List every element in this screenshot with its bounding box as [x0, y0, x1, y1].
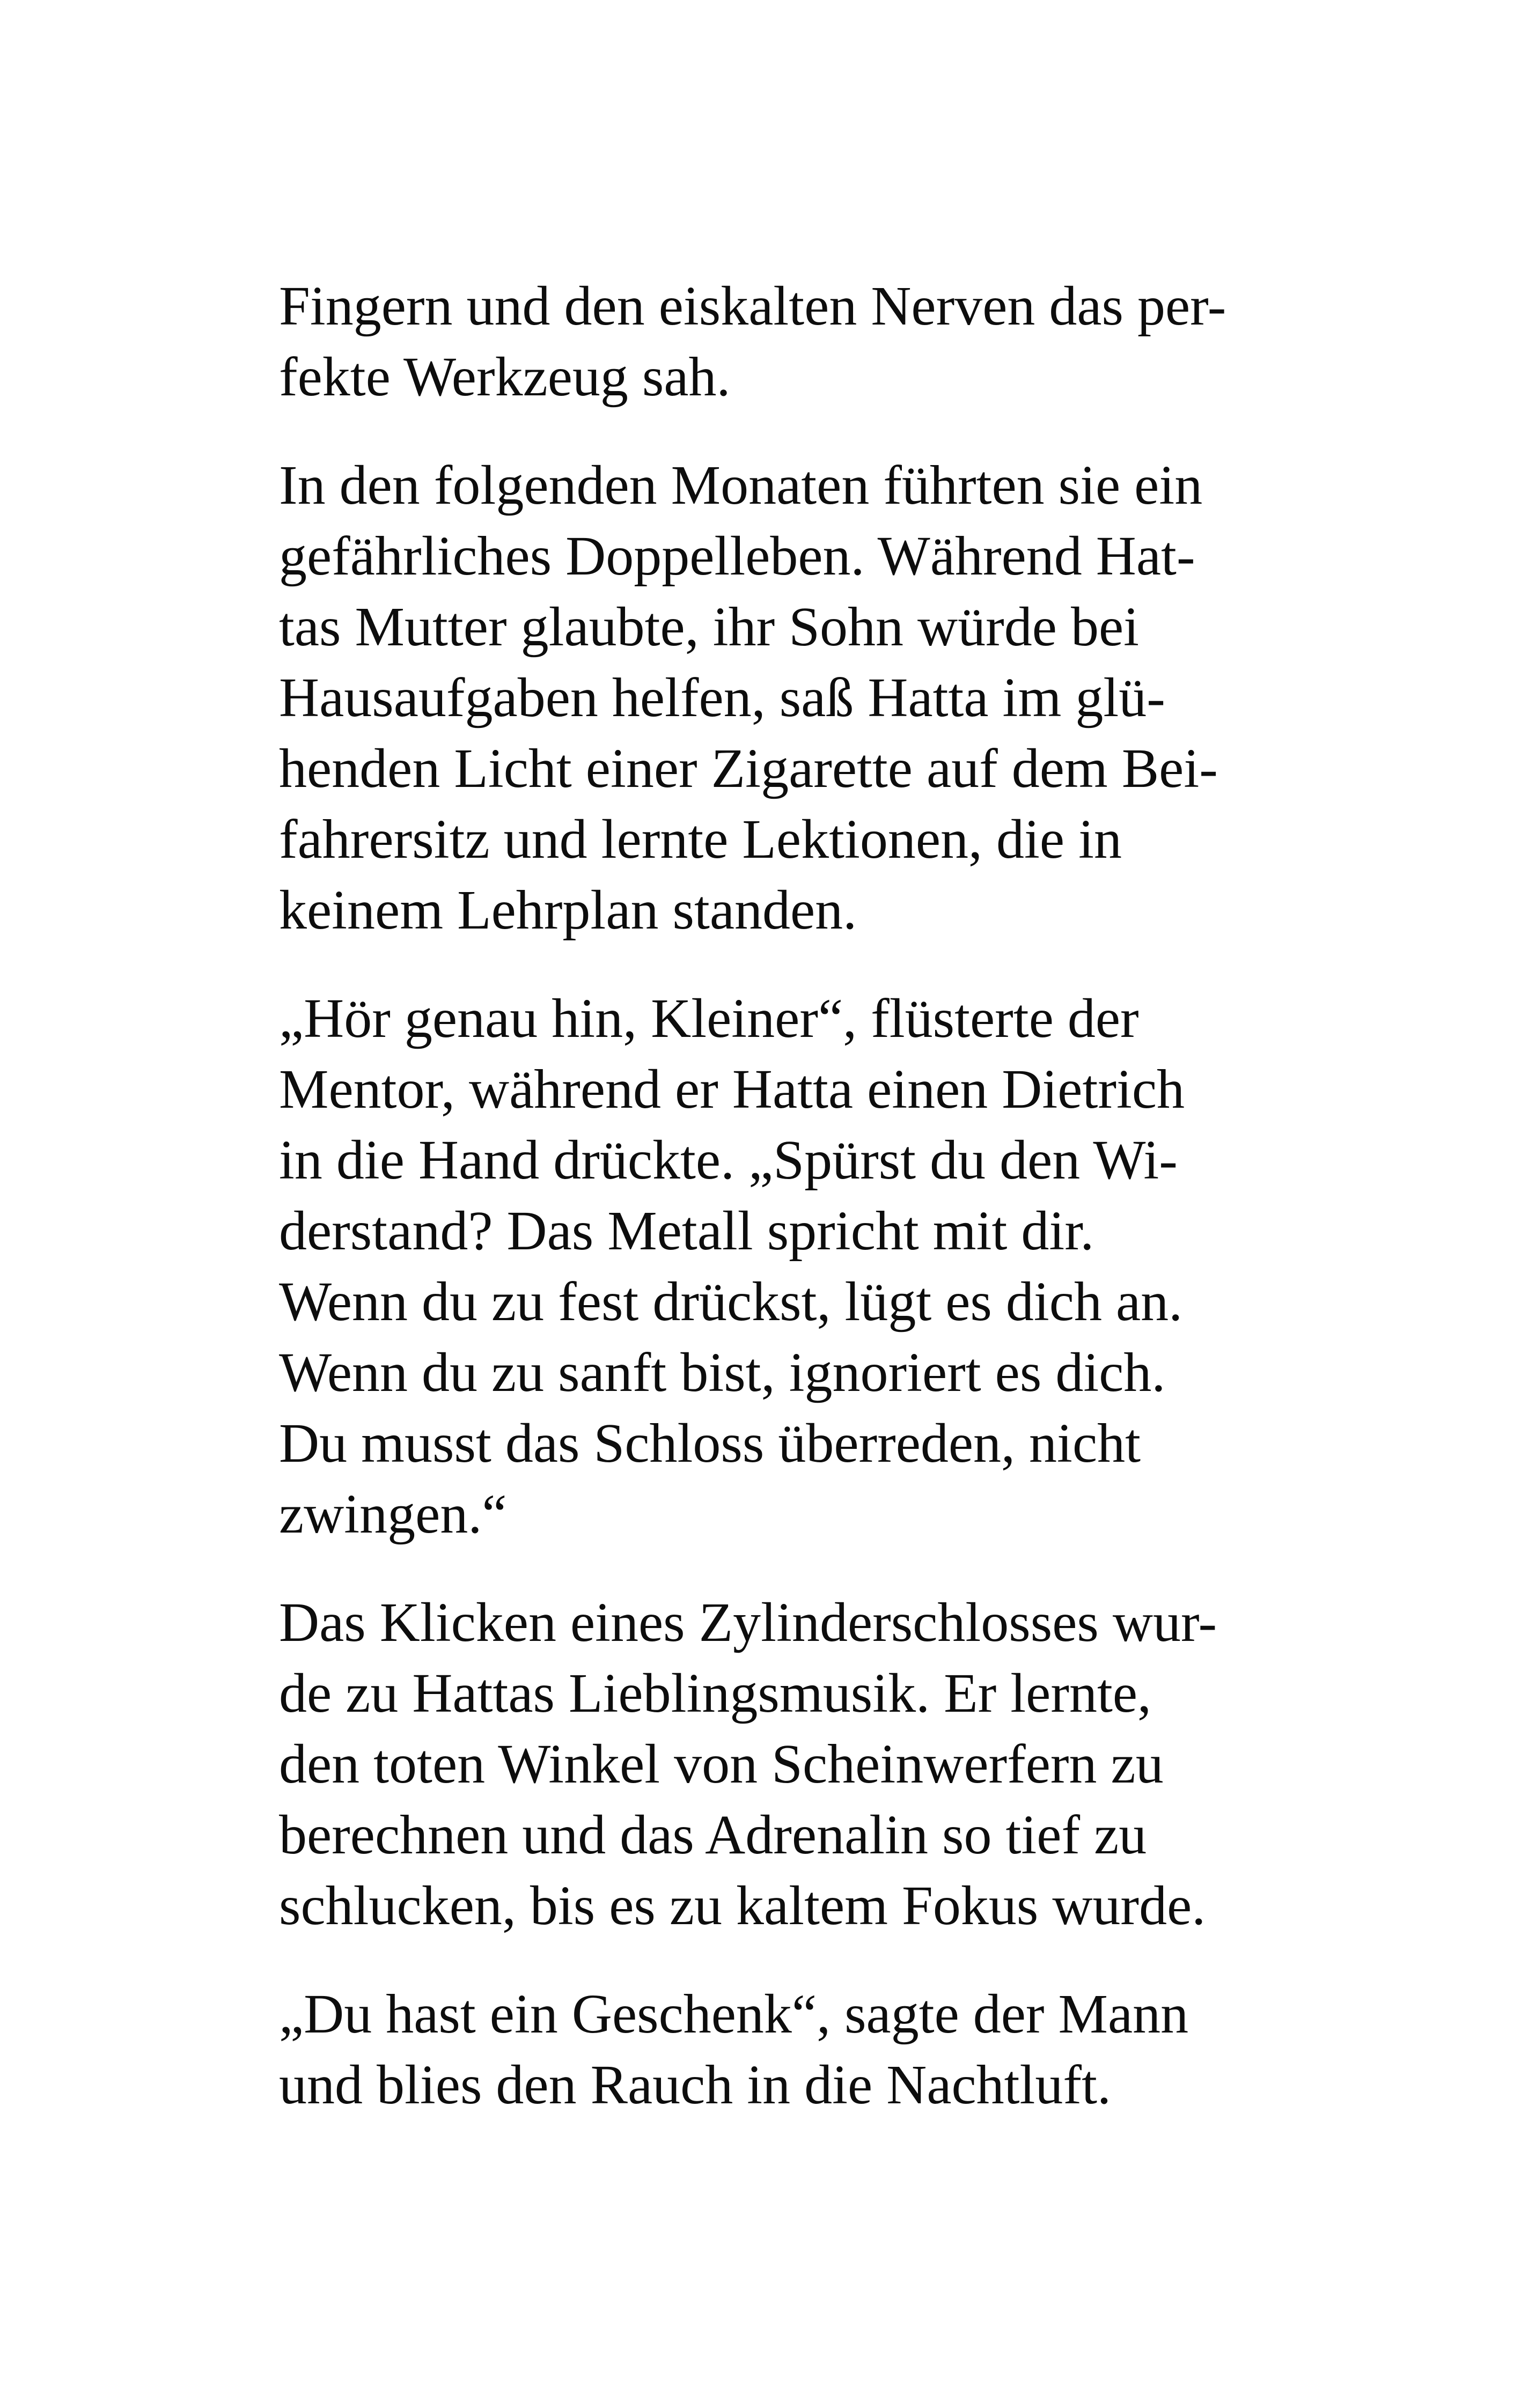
- text-line: keinem Lehrplan standen.: [279, 879, 857, 941]
- text-line: schlucken, bis es zu kaltem Fokus wurde.: [279, 1875, 1206, 1936]
- text-line: den toten Winkel von Scheinwerfern zu: [279, 1733, 1164, 1795]
- text-line: fahrersitz und lernte Lektionen, die in: [279, 808, 1122, 870]
- text-line: Mentor, während er Hatta einen Dietrich: [279, 1058, 1185, 1120]
- text-line: tas Mutter glaubte, ihr Sohn würde bei: [279, 596, 1140, 658]
- text-line: In den folgenden Monaten führten sie ein: [279, 454, 1203, 516]
- paragraph-2: [279, 450, 1277, 946]
- text-line: und blies den Rauch in die Nachtluft.: [279, 2054, 1111, 2116]
- paragraph-5: [279, 1979, 1277, 2120]
- text-line: henden Licht einer Zigarette auf dem Bei-: [279, 738, 1218, 799]
- text-line: fekte Werkzeug sah.: [279, 346, 731, 408]
- paragraph-4: [279, 1587, 1277, 1941]
- text-line: Hausaufgaben helfen, saß Hatta im glü-: [279, 667, 1165, 728]
- text-line: Wenn du zu fest drückst, lügt es dich an.: [279, 1271, 1183, 1332]
- paragraph-1: [279, 271, 1277, 413]
- text-line: „Du hast ein Geschenk“, sagte der Mann: [279, 1983, 1189, 2045]
- text-line: in die Hand drückte. „Spürst du den Wi-: [279, 1129, 1178, 1191]
- text-line: de zu Hattas Lieblingsmusik. Er lernte,: [279, 1662, 1152, 1724]
- text-line: Das Klicken eines Zylinderschlosses wur-: [279, 1592, 1217, 1653]
- text-line: gefährliches Doppelleben. Während Hat-: [279, 525, 1195, 587]
- text-line: Fingern und den eiskalten Nerven das per-: [279, 275, 1226, 337]
- text-line: Wenn du zu sanft bist, ignoriert es dich.: [279, 1342, 1166, 1403]
- text-line: Du musst das Schloss überreden, nicht: [279, 1412, 1141, 1474]
- paragraph-3: [279, 983, 1277, 1550]
- text-line: „Hör genau hin, Kleiner“, flüsterte der: [279, 988, 1139, 1049]
- body-text: [279, 271, 1277, 2158]
- text-line: derstand? Das Metall spricht mit dir.: [279, 1200, 1094, 1262]
- text-line: zwingen.“: [279, 1483, 507, 1545]
- text-line: berechnen und das Adrenalin so tief zu: [279, 1804, 1147, 1866]
